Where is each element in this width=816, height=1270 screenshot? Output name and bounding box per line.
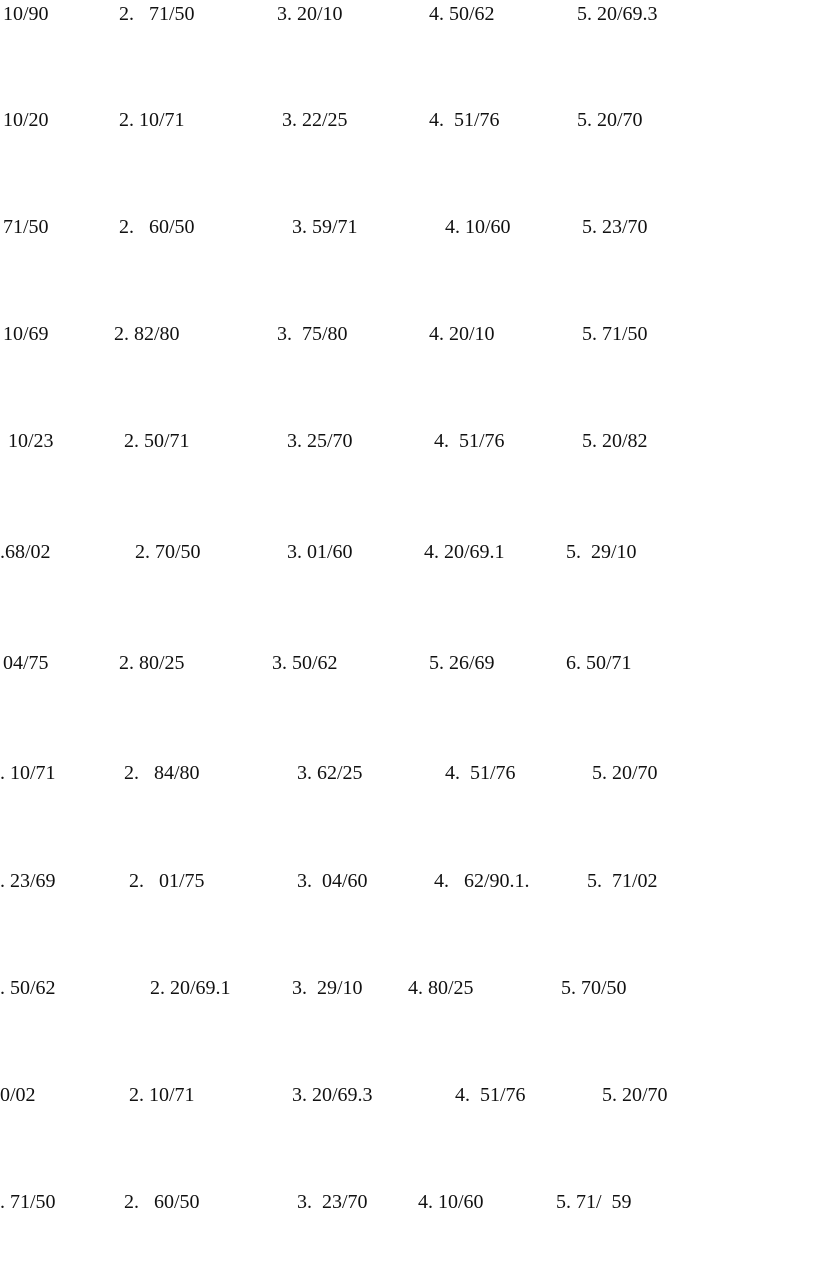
answer-cell: 2. 10/71 bbox=[119, 109, 185, 131]
answer-cell: 4. 62/90.1. bbox=[434, 870, 530, 892]
answer-cell: 3. 29/10 bbox=[292, 977, 363, 999]
answer-row-4 bbox=[0, 319, 816, 349]
answer-cell: 4. 50/62 bbox=[429, 3, 495, 25]
answer-cell: 2. 60/50 bbox=[124, 1191, 200, 1213]
answer-row-9 bbox=[0, 866, 816, 896]
answer-cell: 4. 10/60 bbox=[445, 216, 511, 238]
answer-cell: 2. 60/50 bbox=[119, 216, 195, 238]
answer-cell: 10/20 bbox=[3, 109, 49, 131]
answer-row-6 bbox=[0, 537, 816, 567]
answer-cell: 3. 20/69.3 bbox=[292, 1084, 373, 1106]
answer-cell: 4. 20/10 bbox=[429, 323, 495, 345]
answer-cell: 2. 10/71 bbox=[129, 1084, 195, 1106]
answer-cell: 3. 75/80 bbox=[277, 323, 348, 345]
answer-row-1 bbox=[0, 0, 816, 29]
answer-cell: 2. 70/50 bbox=[135, 541, 201, 563]
answer-cell: 5. 71/ 59 bbox=[556, 1191, 632, 1213]
answer-cell: 2. 01/75 bbox=[129, 870, 205, 892]
answer-cell: 3. 50/62 bbox=[272, 652, 338, 674]
answer-row-12 bbox=[0, 1187, 816, 1217]
answer-cell: 3. 23/70 bbox=[297, 1191, 368, 1213]
answer-cell: 4. 20/69.1 bbox=[424, 541, 505, 563]
answer-row-3 bbox=[0, 212, 816, 242]
answer-cell: 3. 62/25 bbox=[297, 762, 363, 784]
answer-row-2 bbox=[0, 105, 816, 135]
answer-cell: 5. 29/10 bbox=[566, 541, 637, 563]
answer-cell: 2. 84/80 bbox=[124, 762, 200, 784]
answer-cell: 3. 01/60 bbox=[287, 541, 353, 563]
answer-cell: 5. 20/70 bbox=[602, 1084, 668, 1106]
answer-cell: 2. 80/25 bbox=[119, 652, 185, 674]
answer-cell: 10/23 bbox=[3, 430, 54, 452]
answer-cell: 5. 20/70 bbox=[577, 109, 643, 131]
answer-cell: 3. 04/60 bbox=[297, 870, 368, 892]
answer-cell: 5. 26/69 bbox=[429, 652, 495, 674]
answer-cell: 6. 50/71 bbox=[566, 652, 632, 674]
answer-cell: 4. 51/76 bbox=[434, 430, 505, 452]
answer-cell: 5. 71/02 bbox=[587, 870, 658, 892]
answer-cell: 10/90 bbox=[3, 3, 49, 25]
answer-cell: 4. 80/25 bbox=[408, 977, 474, 999]
answer-cell: 4. 10/60 bbox=[418, 1191, 484, 1213]
answer-cell: 5. 23/70 bbox=[582, 216, 648, 238]
answer-cell: 5. 20/69.3 bbox=[577, 3, 658, 25]
answer-cell: . 23/69 bbox=[0, 870, 56, 892]
answer-cell: 5. 20/70 bbox=[592, 762, 658, 784]
answer-cell: 04/75 bbox=[3, 652, 49, 674]
answer-cell: 2. 82/80 bbox=[114, 323, 180, 345]
answer-cell: 5. 20/82 bbox=[582, 430, 648, 452]
answer-row-10 bbox=[0, 973, 816, 1003]
answer-cell: 3. 22/25 bbox=[282, 109, 348, 131]
answer-cell: . 71/50 bbox=[0, 1191, 56, 1213]
answer-cell: . 10/71 bbox=[0, 762, 56, 784]
answer-cell: 2. 20/69.1 bbox=[150, 977, 231, 999]
answer-cell: 5. 71/50 bbox=[582, 323, 648, 345]
answer-cell: 10/69 bbox=[3, 323, 49, 345]
answer-cell: 4. 51/76 bbox=[455, 1084, 526, 1106]
answer-cell: . 50/62 bbox=[0, 977, 56, 999]
answer-cell: 3. 20/10 bbox=[277, 3, 343, 25]
answer-row-11 bbox=[0, 1080, 816, 1110]
answer-cell: 4. 51/76 bbox=[445, 762, 516, 784]
answer-cell: 3. 59/71 bbox=[292, 216, 358, 238]
answer-cell: 5. 70/50 bbox=[561, 977, 627, 999]
answer-cell: 4. 51/76 bbox=[429, 109, 500, 131]
answer-cell: .68/02 bbox=[0, 541, 51, 563]
answer-cell: 2. 50/71 bbox=[124, 430, 190, 452]
answer-row-8 bbox=[0, 758, 816, 788]
answer-cell: 71/50 bbox=[3, 216, 49, 238]
answer-row-5 bbox=[0, 426, 816, 456]
answer-row-7 bbox=[0, 648, 816, 678]
answer-cell: 2. 71/50 bbox=[119, 3, 195, 25]
answer-cell: 0/02 bbox=[0, 1084, 36, 1106]
answer-cell: 3. 25/70 bbox=[287, 430, 353, 452]
